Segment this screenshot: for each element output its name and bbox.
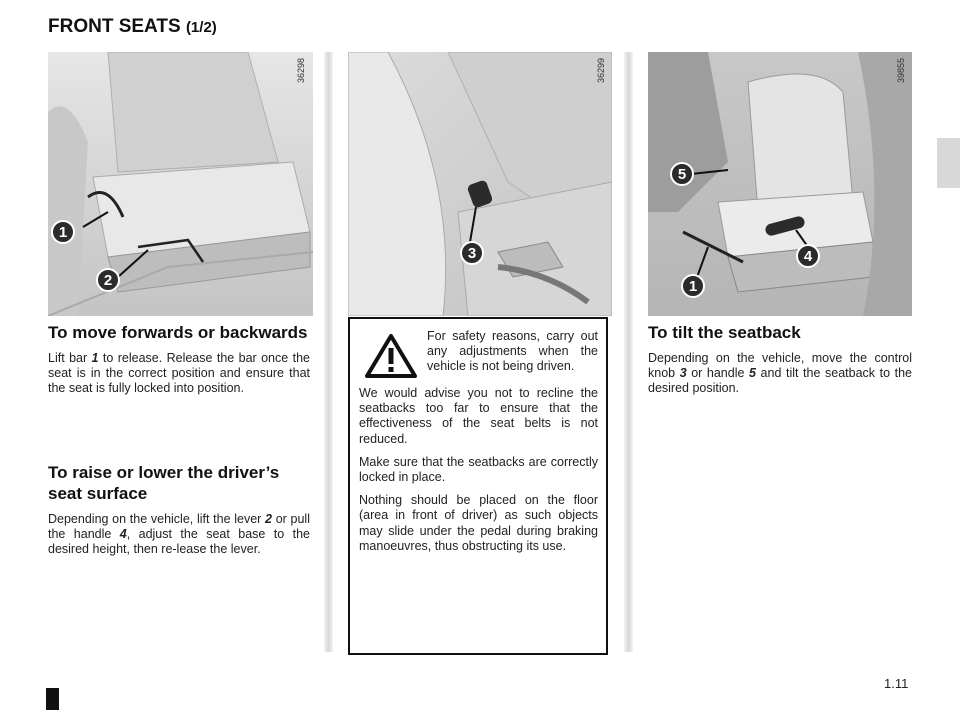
warning-triangle-icon: [365, 333, 417, 379]
page-number: 1.11: [884, 676, 909, 691]
callout-marker: 2: [96, 268, 120, 292]
section-tab-marker: [937, 138, 960, 188]
callout-marker: 1: [681, 274, 705, 298]
corner-mark: [46, 688, 59, 710]
safety-warning-box: [348, 317, 608, 655]
figure-code: 36298: [296, 58, 306, 84]
callout-marker: 5: [670, 162, 694, 186]
callout-marker: 1: [51, 220, 75, 244]
section-move-seat: [48, 322, 310, 397]
figure-code: 36299: [596, 58, 606, 84]
paragraph-raise: Depending on the vehicle, lift the lever 2 or pull the handle 4, adjust the seat base to the desired height, then re-lease the lever.: [48, 512, 311, 557]
paragraph-move: Lift bar 1 to release. Release the bar once the seat is in the correct position and ensure that the seat is fully locked into position.: [48, 351, 310, 396]
column-divider: [324, 52, 333, 652]
paragraph-tilt: Depending on the vehicle, move the control knob 3 or handle 5 and tilt the seatback to the desired position.: [648, 351, 912, 396]
column-divider: [624, 52, 633, 652]
warning-paragraph: We would advise you not to recline the seatbacks too far to ensure that the effectiveness of the seat belts is not reduced.: [359, 386, 598, 446]
heading-raise: To raise or lower the driver’s seat surface: [48, 463, 280, 503]
heading-move: To move forwards or backwards: [48, 323, 308, 342]
section-raise-seat: [48, 462, 310, 558]
warning-paragraph: Make sure that the seatbacks are correctly locked in place.: [359, 454, 598, 485]
page-title: [48, 16, 217, 38]
figure-code: 39855: [896, 58, 906, 84]
illustration-seatback-knob: [348, 52, 612, 316]
illustration-seat-rails: [48, 52, 313, 316]
warning-paragraph: For safety reasons, carry out any adjustments when the vehicle is not being driven.: [427, 329, 598, 374]
callout-marker: 4: [796, 244, 820, 268]
page-title-part: (1/2): [185, 19, 217, 36]
warning-paragraph: Nothing should be placed on the floor (area in front of driver) as such objects may slide under the pedal during braking manoeuvres, thus obstructing its use.: [359, 493, 598, 553]
callout-marker: 3: [460, 241, 484, 265]
heading-tilt: To tilt the seatback: [648, 323, 801, 342]
page-title-main: FRONT SEATS: [48, 16, 181, 37]
section-tilt-seatback: [648, 322, 912, 397]
